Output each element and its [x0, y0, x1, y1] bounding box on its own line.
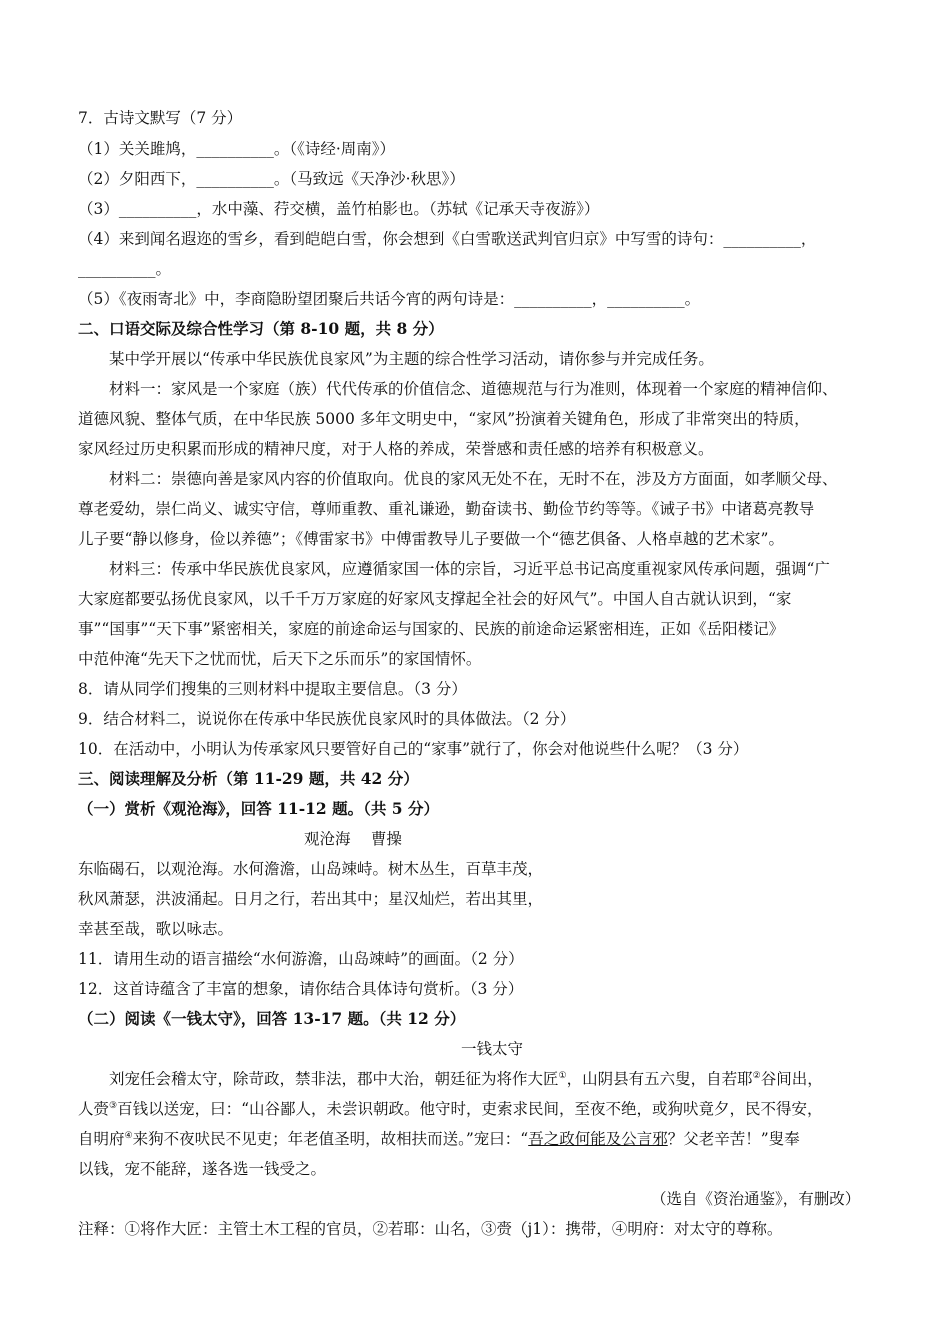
part-1-title: （一）赏析《观沧海》，回答 11-12 题。（共 5 分） [78, 799, 439, 818]
material-1-line-3: 家风经过历史积累而形成的精神尺度，对于人格的养成，荣誉感和责任感的培养有积极意义。 [78, 440, 714, 458]
text-title: 一钱太守 [461, 1040, 524, 1058]
material-1-line-2: 道德风貌、整体气质，在中华民族 5000 多年文明史中，“家风”扮演着关键角色，形成了非常突出的特质， [78, 410, 810, 428]
q7-item-4a: （4）来到闻名遐迩的雪乡，看到皑皑白雪，你会想到《白雪歌送武判官归京》中写雪的诗句：__________， [78, 230, 817, 248]
material-3-line-3: 事”“国事”“天下事”紧密相关，家庭的前途命运与国家的、民族的前途命运紧密相连，正如《岳阳楼记》 [78, 620, 785, 638]
q7-item-2: （2）夕阳西下，__________。（马致远《天净沙·秋思》） [78, 170, 465, 188]
poem-title: 观沧海 曹操 [304, 830, 402, 848]
poem-line-3: 幸甚至哉，歌以咏志。 [78, 920, 234, 938]
question-12: 12．这首诗蕴含了丰富的想象，请你结合具体诗句赏析。（3 分） [78, 980, 524, 998]
poem-line-1: 东临碣石，以观沧海。水何澹澹，山岛竦峙。树木丛生，百草丰茂， [78, 860, 544, 878]
note-marker-2: ② [752, 1070, 761, 1081]
q7-item-5: （5）《夜雨寄北》中，李商隐盼望团聚后共话今宵的两句诗是：__________，__________。 [78, 290, 701, 308]
section-2-title: 二、口语交际及综合性学习（第 8-10 题，共 8 分） [78, 319, 444, 338]
material-3-line-2: 大家庭都要弘扬优良家风，以千千万万家庭的好家风支撑起全社会的好风气”。中国人自古就认识到，“家 [78, 590, 792, 608]
q7-title: 7．古诗文默写（7 分） [78, 109, 243, 127]
text-source: （选自《资治通鉴》，有删改） [651, 1190, 861, 1208]
note-marker-3: ③ [109, 1100, 118, 1111]
classical-text-line-2: 人赍③百钱以送宠，曰：“山谷鄙人，未尝识朝政。他守时，吏索求民间，至夜不绝，或狗吠竟夕，民不得安， [78, 1100, 823, 1118]
classical-text-line-4: 以钱，宠不能辞，遂各选一钱受之。 [78, 1160, 327, 1178]
part-2-title: （二）阅读《一钱太守》，回答 13-17 题。（共 12 分） [78, 1009, 466, 1028]
q7-item-4b: __________。 [78, 260, 172, 278]
material-3-line-4: 中范仲淹“先天下之忧而忧，后天下之乐而乐”的家国情怀。 [78, 650, 482, 668]
classical-text-line-3: 自明府④来狗不夜吠民不见吏；年老值圣明，故相扶而送。”宠曰：“吾之政何能及公言邪？父老辛苦！”叟奉 [78, 1130, 800, 1148]
material-2-line-1: 材料二：崇德向善是家风内容的价值取向。优良的家风无处不在，无时不在，涉及方方面面，如孝顺父母、 [109, 470, 838, 488]
material-2-line-3: 儿子要“静以修身，俭以养德”；《傅雷家书》中傅雷教导儿子要做一个“德艺俱备、人格卓越的艺术家”。 [78, 530, 784, 548]
classical-text-line-1: 刘宠任会稽太守，除苛政，禁非法，郡中大治，朝廷征为将作大匠①，山阴县有五六叟，自若耶②谷间出， [109, 1070, 823, 1088]
material-2-line-2: 尊老爱幼，崇仁尚义、诚实守信，尊师重教、重礼谦逊，勤奋读书、勤俭节约等等。《诫子书》中诸葛亮教导 [78, 500, 815, 518]
q7-item-3: （3）__________，水中藻、荇交横，盖竹柏影也。（苏轼《记承天寺夜游》） [78, 200, 600, 218]
section-3-title: 三、阅读理解及分析（第 11-29 题，共 42 分） [78, 769, 419, 788]
note-marker-4: ④ [124, 1130, 133, 1141]
underlined-sentence: 吾之政何能及公言邪 [528, 1130, 668, 1148]
question-11: 11．请用生动的语言描绘“水何游澹，山岛竦峙”的画面。（2 分） [78, 950, 524, 968]
material-1-line-1: 材料一：家风是一个家庭（族）代代传承的价值信念、道德规范与行为准则，体现着一个家庭的精神信仰、 [109, 380, 838, 398]
question-9: 9．结合材料二，说说你在传承中华民族优良家风时的具体做法。（2 分） [78, 710, 576, 728]
q7-item-1: （1）关关雎鸠，__________。（《诗经·周南》） [78, 140, 396, 158]
question-8: 8．请从同学们搜集的三则材料中提取主要信息。（3 分） [78, 680, 467, 698]
note-marker-1: ① [558, 1070, 567, 1081]
section-2-intro: 某中学开展以“传承中华民族优良家风”为主题的综合性学习活动，请你参与并完成任务。 [109, 350, 714, 368]
question-10: 10．在活动中，小明认为传承家风只要管好自己的“家事”就行了，你会对他说些什么呢？（3 分） [78, 740, 749, 758]
annotations: 注释：①将作大匠：主管土木工程的官员，②若耶：山名，③赍（j1）：携带，④明府：对太守的尊称。 [78, 1220, 783, 1238]
material-3-line-1: 材料三：传承中华民族优良家风，应遵循家国一体的宗旨，习近平总书记高度重视家风传承问题，强调“广 [109, 560, 830, 578]
poem-line-2: 秋风萧瑟，洪波涌起。日月之行，若出其中；星汉灿烂，若出其里， [78, 890, 544, 908]
